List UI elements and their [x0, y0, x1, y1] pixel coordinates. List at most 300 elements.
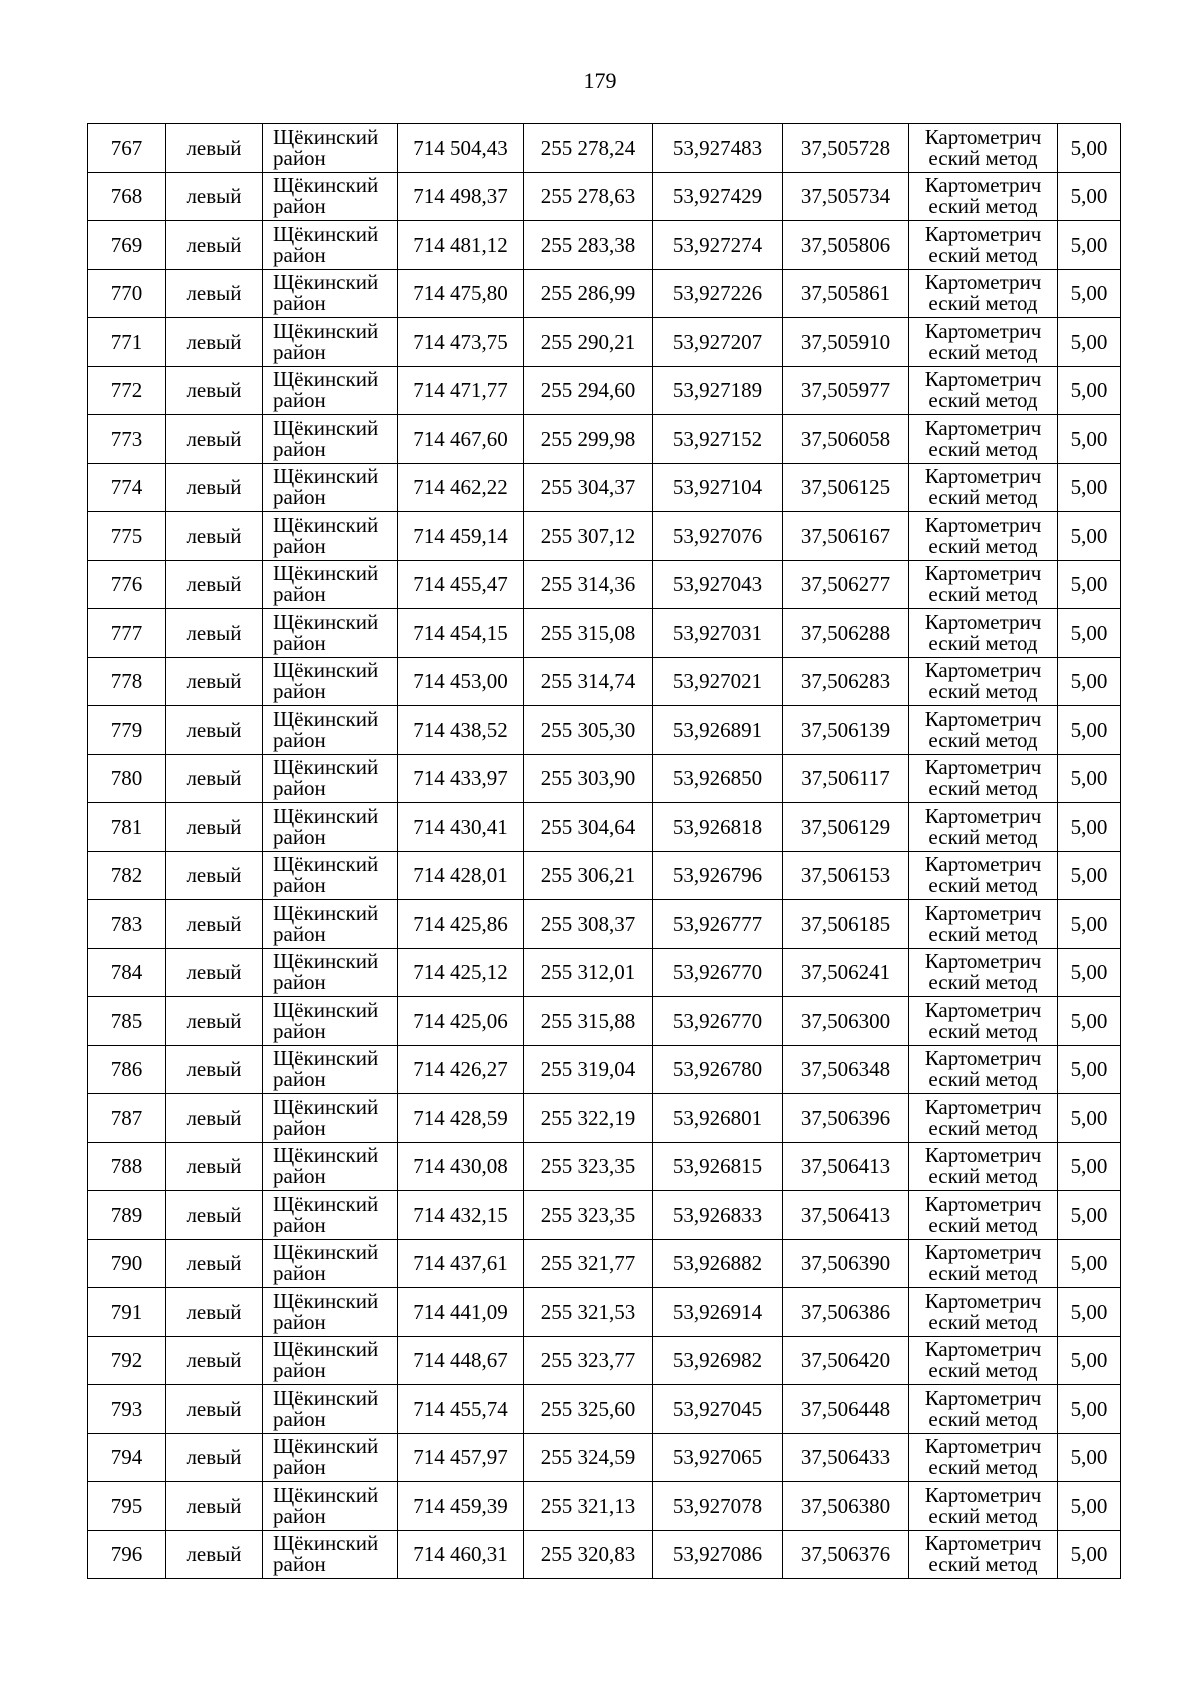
district-cell-line: район — [273, 485, 326, 510]
method-cell-line: Картометрич — [924, 464, 1042, 489]
point-number-cell: 772 — [88, 366, 166, 415]
district-cell — [263, 1530, 398, 1579]
table-row — [88, 1094, 1121, 1143]
method-cell-line: еский метод — [928, 727, 1038, 752]
table-row — [88, 560, 1121, 609]
point-number-cell: 795 — [88, 1482, 166, 1531]
latitude-cell: 53,927078 — [653, 1482, 783, 1531]
method-cell-line: еский метод — [928, 1018, 1038, 1043]
latitude-cell: 53,926770 — [653, 948, 783, 997]
method-cell-line: Картометрич — [924, 1531, 1042, 1556]
method-cell-line: Картометрич — [924, 1434, 1042, 1459]
district-cell-line: район — [273, 679, 326, 704]
latitude-cell: 53,926818 — [653, 803, 783, 852]
district-cell-line: район — [273, 1115, 326, 1140]
longitude-cell: 37,506129 — [783, 803, 909, 852]
accuracy-cell: 5,00 — [1058, 463, 1121, 512]
x-coordinate-cell: 714 459,39 — [398, 1482, 524, 1531]
point-number-cell: 780 — [88, 754, 166, 803]
accuracy-cell: 5,00 — [1058, 1142, 1121, 1191]
method-cell-line: Картометрич — [924, 1337, 1042, 1362]
district-cell — [263, 415, 398, 464]
y-coordinate-cell: 255 323,77 — [524, 1336, 653, 1385]
accuracy-cell: 5,00 — [1058, 1094, 1121, 1143]
method-cell-line: Картометрич — [924, 997, 1042, 1022]
method-cell — [909, 803, 1058, 852]
method-cell-line: еский метод — [928, 1067, 1038, 1092]
table-row — [88, 1433, 1121, 1482]
district-cell — [263, 754, 398, 803]
y-coordinate-cell: 255 305,30 — [524, 706, 653, 755]
method-cell-line: Картометрич — [924, 1143, 1042, 1168]
district-cell — [263, 512, 398, 561]
method-cell — [909, 1530, 1058, 1579]
coordinates-table — [87, 123, 1121, 1579]
point-number-cell: 770 — [88, 269, 166, 318]
latitude-cell: 53,927031 — [653, 609, 783, 658]
x-coordinate-cell: 714 455,74 — [398, 1385, 524, 1434]
method-cell-line: Картометрич — [924, 124, 1042, 149]
point-number-cell: 773 — [88, 415, 166, 464]
district-cell-line: район — [273, 436, 326, 461]
method-cell — [909, 900, 1058, 949]
page-number: 179 — [583, 68, 617, 93]
x-coordinate-cell: 714 428,59 — [398, 1094, 524, 1143]
method-cell-line: еский метод — [928, 921, 1038, 946]
district-cell-line: Щёкинский — [273, 852, 379, 877]
accuracy-cell: 5,00 — [1058, 657, 1121, 706]
x-coordinate-cell: 714 426,27 — [398, 1045, 524, 1094]
method-cell — [909, 1045, 1058, 1094]
accuracy-cell: 5,00 — [1058, 609, 1121, 658]
method-cell-line: еский метод — [928, 679, 1038, 704]
longitude-cell: 37,506376 — [783, 1530, 909, 1579]
point-number-cell: 777 — [88, 609, 166, 658]
side-cell: левый — [166, 609, 263, 658]
longitude-cell: 37,506396 — [783, 1094, 909, 1143]
method-cell-line: Картометрич — [924, 512, 1042, 537]
accuracy-cell: 5,00 — [1058, 1482, 1121, 1531]
district-cell-line: Щёкинский — [273, 221, 379, 246]
accuracy-cell: 5,00 — [1058, 269, 1121, 318]
accuracy-cell: 5,00 — [1058, 1336, 1121, 1385]
method-cell — [909, 1288, 1058, 1337]
district-cell — [263, 221, 398, 270]
x-coordinate-cell: 714 430,08 — [398, 1142, 524, 1191]
latitude-cell: 53,927076 — [653, 512, 783, 561]
point-number-cell: 791 — [88, 1288, 166, 1337]
method-cell-line: еский метод — [928, 1115, 1038, 1140]
latitude-cell: 53,927207 — [653, 318, 783, 367]
district-cell-line: район — [273, 1455, 326, 1480]
y-coordinate-cell: 255 321,13 — [524, 1482, 653, 1531]
district-cell-line: район — [273, 339, 326, 364]
x-coordinate-cell: 714 441,09 — [398, 1288, 524, 1337]
x-coordinate-cell: 714 504,43 — [398, 124, 524, 173]
method-cell-line: Картометрич — [924, 1046, 1042, 1071]
latitude-cell: 53,926780 — [653, 1045, 783, 1094]
method-cell — [909, 1191, 1058, 1240]
method-cell-line: Картометрич — [924, 803, 1042, 828]
method-cell-line: Картометрич — [924, 755, 1042, 780]
table-row — [88, 948, 1121, 997]
district-cell — [263, 1288, 398, 1337]
method-cell-line: еский метод — [928, 1552, 1038, 1577]
y-coordinate-cell: 255 325,60 — [524, 1385, 653, 1434]
longitude-cell: 37,505977 — [783, 366, 909, 415]
district-cell — [263, 609, 398, 658]
longitude-cell: 37,505910 — [783, 318, 909, 367]
x-coordinate-cell: 714 475,80 — [398, 269, 524, 318]
method-cell-line: еский метод — [928, 873, 1038, 898]
method-cell — [909, 1433, 1058, 1482]
table-row — [88, 1385, 1121, 1434]
method-cell-line: еский метод — [928, 1164, 1038, 1189]
district-cell-line: Щёкинский — [273, 658, 379, 683]
district-cell — [263, 900, 398, 949]
method-cell-line: еский метод — [928, 824, 1038, 849]
table-row — [88, 900, 1121, 949]
side-cell: левый — [166, 1094, 263, 1143]
longitude-cell: 37,506153 — [783, 851, 909, 900]
method-cell-line: Картометрич — [924, 1482, 1042, 1507]
latitude-cell: 53,926891 — [653, 706, 783, 755]
side-cell: левый — [166, 1336, 263, 1385]
district-cell-line: Щёкинский — [273, 1434, 379, 1459]
x-coordinate-cell: 714 467,60 — [398, 415, 524, 464]
accuracy-cell: 5,00 — [1058, 172, 1121, 221]
y-coordinate-cell: 255 321,53 — [524, 1288, 653, 1337]
y-coordinate-cell: 255 312,01 — [524, 948, 653, 997]
longitude-cell: 37,505728 — [783, 124, 909, 173]
latitude-cell: 53,927274 — [653, 221, 783, 270]
latitude-cell: 53,926796 — [653, 851, 783, 900]
table-row — [88, 754, 1121, 803]
accuracy-cell: 5,00 — [1058, 512, 1121, 561]
side-cell: левый — [166, 1433, 263, 1482]
side-cell: левый — [166, 1482, 263, 1531]
method-cell — [909, 172, 1058, 221]
x-coordinate-cell: 714 425,06 — [398, 997, 524, 1046]
method-cell-line: Картометрич — [924, 900, 1042, 925]
method-cell-line: Картометрич — [924, 658, 1042, 683]
district-cell-line: район — [273, 824, 326, 849]
district-cell — [263, 269, 398, 318]
district-cell-line: район — [273, 1358, 326, 1383]
table-row — [88, 609, 1121, 658]
y-coordinate-cell: 255 286,99 — [524, 269, 653, 318]
district-cell-line: район — [273, 242, 326, 267]
side-cell: левый — [166, 948, 263, 997]
district-cell — [263, 706, 398, 755]
latitude-cell: 53,927043 — [653, 560, 783, 609]
method-cell — [909, 1482, 1058, 1531]
district-cell-line: район — [273, 582, 326, 607]
district-cell-line: район — [273, 1018, 326, 1043]
table-row — [88, 1336, 1121, 1385]
accuracy-cell: 5,00 — [1058, 1045, 1121, 1094]
method-cell — [909, 997, 1058, 1046]
accuracy-cell: 5,00 — [1058, 1288, 1121, 1337]
longitude-cell: 37,506413 — [783, 1142, 909, 1191]
accuracy-cell: 5,00 — [1058, 1433, 1121, 1482]
accuracy-cell: 5,00 — [1058, 1385, 1121, 1434]
district-cell — [263, 948, 398, 997]
district-cell-line: район — [273, 970, 326, 995]
district-cell-line: Щёкинский — [273, 1094, 379, 1119]
table-body — [88, 124, 1121, 1579]
method-cell-line: Картометрич — [924, 318, 1042, 343]
district-cell-line: район — [273, 1503, 326, 1528]
method-cell — [909, 1239, 1058, 1288]
district-cell-line: район — [273, 1212, 326, 1237]
point-number-cell: 775 — [88, 512, 166, 561]
accuracy-cell: 5,00 — [1058, 415, 1121, 464]
side-cell: левый — [166, 1239, 263, 1288]
table-row — [88, 1239, 1121, 1288]
point-number-cell: 788 — [88, 1142, 166, 1191]
table-row — [88, 172, 1121, 221]
point-number-cell: 787 — [88, 1094, 166, 1143]
x-coordinate-cell: 714 433,97 — [398, 754, 524, 803]
table-row — [88, 657, 1121, 706]
method-cell-line: Картометрич — [924, 415, 1042, 440]
point-number-cell: 769 — [88, 221, 166, 270]
district-cell-line: Щёкинский — [273, 415, 379, 440]
district-cell — [263, 366, 398, 415]
x-coordinate-cell: 714 438,52 — [398, 706, 524, 755]
accuracy-cell: 5,00 — [1058, 1239, 1121, 1288]
x-coordinate-cell: 714 471,77 — [398, 366, 524, 415]
accuracy-cell: 5,00 — [1058, 803, 1121, 852]
x-coordinate-cell: 714 498,37 — [398, 172, 524, 221]
method-cell — [909, 1385, 1058, 1434]
y-coordinate-cell: 255 294,60 — [524, 366, 653, 415]
x-coordinate-cell: 714 455,47 — [398, 560, 524, 609]
longitude-cell: 37,506288 — [783, 609, 909, 658]
district-cell-line: Щёкинский — [273, 1337, 379, 1362]
point-number-cell: 792 — [88, 1336, 166, 1385]
method-cell-line: Картометрич — [924, 561, 1042, 586]
method-cell — [909, 512, 1058, 561]
side-cell: левый — [166, 221, 263, 270]
method-cell-line: еский метод — [928, 1503, 1038, 1528]
method-cell-line: Картометрич — [924, 367, 1042, 392]
table-row — [88, 1482, 1121, 1531]
accuracy-cell: 5,00 — [1058, 318, 1121, 367]
longitude-cell: 37,506420 — [783, 1336, 909, 1385]
table-row — [88, 1191, 1121, 1240]
district-cell — [263, 1336, 398, 1385]
district-cell-line: Щёкинский — [273, 1288, 379, 1313]
latitude-cell: 53,927086 — [653, 1530, 783, 1579]
method-cell-line: Картометрич — [924, 852, 1042, 877]
longitude-cell: 37,506139 — [783, 706, 909, 755]
accuracy-cell: 5,00 — [1058, 366, 1121, 415]
district-cell-line: Щёкинский — [273, 997, 379, 1022]
method-cell — [909, 221, 1058, 270]
side-cell: левый — [166, 851, 263, 900]
district-cell-line: район — [273, 1552, 326, 1577]
x-coordinate-cell: 714 432,15 — [398, 1191, 524, 1240]
method-cell-line: еский метод — [928, 242, 1038, 267]
x-coordinate-cell: 714 462,22 — [398, 463, 524, 512]
accuracy-cell: 5,00 — [1058, 124, 1121, 173]
method-cell-line: еский метод — [928, 630, 1038, 655]
y-coordinate-cell: 255 315,08 — [524, 609, 653, 658]
table-row — [88, 997, 1121, 1046]
point-number-cell: 790 — [88, 1239, 166, 1288]
y-coordinate-cell: 255 283,38 — [524, 221, 653, 270]
method-cell — [909, 1094, 1058, 1143]
table-row — [88, 318, 1121, 367]
side-cell: левый — [166, 463, 263, 512]
table-row — [88, 463, 1121, 512]
table-row — [88, 366, 1121, 415]
longitude-cell: 37,506433 — [783, 1433, 909, 1482]
method-cell — [909, 269, 1058, 318]
method-cell-line: Картометрич — [924, 173, 1042, 198]
y-coordinate-cell: 255 299,98 — [524, 415, 653, 464]
method-cell-line: еский метод — [928, 145, 1038, 170]
y-coordinate-cell: 255 278,24 — [524, 124, 653, 173]
x-coordinate-cell: 714 448,67 — [398, 1336, 524, 1385]
district-cell — [263, 318, 398, 367]
accuracy-cell: 5,00 — [1058, 1530, 1121, 1579]
y-coordinate-cell: 255 303,90 — [524, 754, 653, 803]
method-cell-line: еский метод — [928, 1455, 1038, 1480]
district-cell-line: Щёкинский — [273, 318, 379, 343]
y-coordinate-cell: 255 278,63 — [524, 172, 653, 221]
side-cell: левый — [166, 415, 263, 464]
method-cell — [909, 318, 1058, 367]
method-cell-line: еский метод — [928, 1406, 1038, 1431]
point-number-cell: 793 — [88, 1385, 166, 1434]
district-cell — [263, 124, 398, 173]
latitude-cell: 53,927189 — [653, 366, 783, 415]
district-cell-line: район — [273, 1164, 326, 1189]
method-cell-line: еский метод — [928, 1309, 1038, 1334]
district-cell-line: Щёкинский — [273, 561, 379, 586]
y-coordinate-cell: 255 324,59 — [524, 1433, 653, 1482]
district-cell — [263, 1433, 398, 1482]
district-cell-line: район — [273, 873, 326, 898]
district-cell-line: Щёкинский — [273, 1531, 379, 1556]
latitude-cell: 53,926882 — [653, 1239, 783, 1288]
method-cell-line: Картометрич — [924, 706, 1042, 731]
latitude-cell: 53,926815 — [653, 1142, 783, 1191]
latitude-cell: 53,927152 — [653, 415, 783, 464]
x-coordinate-cell: 714 428,01 — [398, 851, 524, 900]
district-cell-line: Щёкинский — [273, 949, 379, 974]
method-cell-line: еский метод — [928, 970, 1038, 995]
table-row — [88, 1142, 1121, 1191]
side-cell: левый — [166, 706, 263, 755]
point-number-cell: 789 — [88, 1191, 166, 1240]
point-number-cell: 778 — [88, 657, 166, 706]
method-cell — [909, 948, 1058, 997]
x-coordinate-cell: 714 425,86 — [398, 900, 524, 949]
latitude-cell: 53,926833 — [653, 1191, 783, 1240]
longitude-cell: 37,506380 — [783, 1482, 909, 1531]
district-cell-line: Щёкинский — [273, 270, 379, 295]
method-cell-line: еский метод — [928, 339, 1038, 364]
longitude-cell: 37,506413 — [783, 1191, 909, 1240]
x-coordinate-cell: 714 430,41 — [398, 803, 524, 852]
method-cell-line: еский метод — [928, 1358, 1038, 1383]
longitude-cell: 37,506185 — [783, 900, 909, 949]
point-number-cell: 767 — [88, 124, 166, 173]
district-cell-line: район — [273, 1309, 326, 1334]
district-cell — [263, 851, 398, 900]
point-number-cell: 776 — [88, 560, 166, 609]
method-cell-line: еский метод — [928, 776, 1038, 801]
side-cell: левый — [166, 1191, 263, 1240]
x-coordinate-cell: 714 453,00 — [398, 657, 524, 706]
district-cell-line: Щёкинский — [273, 1240, 379, 1265]
method-cell-line: Картометрич — [924, 949, 1042, 974]
y-coordinate-cell: 255 308,37 — [524, 900, 653, 949]
longitude-cell: 37,506390 — [783, 1239, 909, 1288]
method-cell-line: Картометрич — [924, 1191, 1042, 1216]
method-cell-line: Картометрич — [924, 221, 1042, 246]
district-cell — [263, 1142, 398, 1191]
accuracy-cell: 5,00 — [1058, 560, 1121, 609]
district-cell-line: район — [273, 1261, 326, 1286]
district-cell-line: Щёкинский — [273, 1191, 379, 1216]
district-cell — [263, 997, 398, 1046]
table-row — [88, 1530, 1121, 1579]
district-cell-line: район — [273, 194, 326, 219]
latitude-cell: 53,927104 — [653, 463, 783, 512]
district-cell-line: район — [273, 145, 326, 170]
point-number-cell: 781 — [88, 803, 166, 852]
district-cell — [263, 1045, 398, 1094]
district-cell-line: Щёкинский — [273, 1385, 379, 1410]
y-coordinate-cell: 255 314,36 — [524, 560, 653, 609]
table-row — [88, 851, 1121, 900]
district-cell-line: район — [273, 630, 326, 655]
district-cell — [263, 172, 398, 221]
method-cell-line: Картометрич — [924, 1288, 1042, 1313]
latitude-cell: 53,927021 — [653, 657, 783, 706]
longitude-cell: 37,506386 — [783, 1288, 909, 1337]
district-cell-line: Щёкинский — [273, 512, 379, 537]
district-cell-line: Щёкинский — [273, 1482, 379, 1507]
district-cell — [263, 803, 398, 852]
district-cell-line: Щёкинский — [273, 1143, 379, 1168]
district-cell-line: район — [273, 388, 326, 413]
y-coordinate-cell: 255 304,64 — [524, 803, 653, 852]
accuracy-cell: 5,00 — [1058, 1191, 1121, 1240]
district-cell-line: район — [273, 1406, 326, 1431]
longitude-cell: 37,506117 — [783, 754, 909, 803]
longitude-cell: 37,505734 — [783, 172, 909, 221]
method-cell — [909, 657, 1058, 706]
district-cell-line: Щёкинский — [273, 1046, 379, 1071]
table-row — [88, 415, 1121, 464]
district-cell-line: Щёкинский — [273, 803, 379, 828]
longitude-cell: 37,506300 — [783, 997, 909, 1046]
method-cell-line: еский метод — [928, 194, 1038, 219]
side-cell: левый — [166, 366, 263, 415]
side-cell: левый — [166, 754, 263, 803]
point-number-cell: 783 — [88, 900, 166, 949]
side-cell: левый — [166, 124, 263, 173]
method-cell-line: Картометрич — [924, 1240, 1042, 1265]
district-cell-line: Щёкинский — [273, 367, 379, 392]
method-cell — [909, 463, 1058, 512]
